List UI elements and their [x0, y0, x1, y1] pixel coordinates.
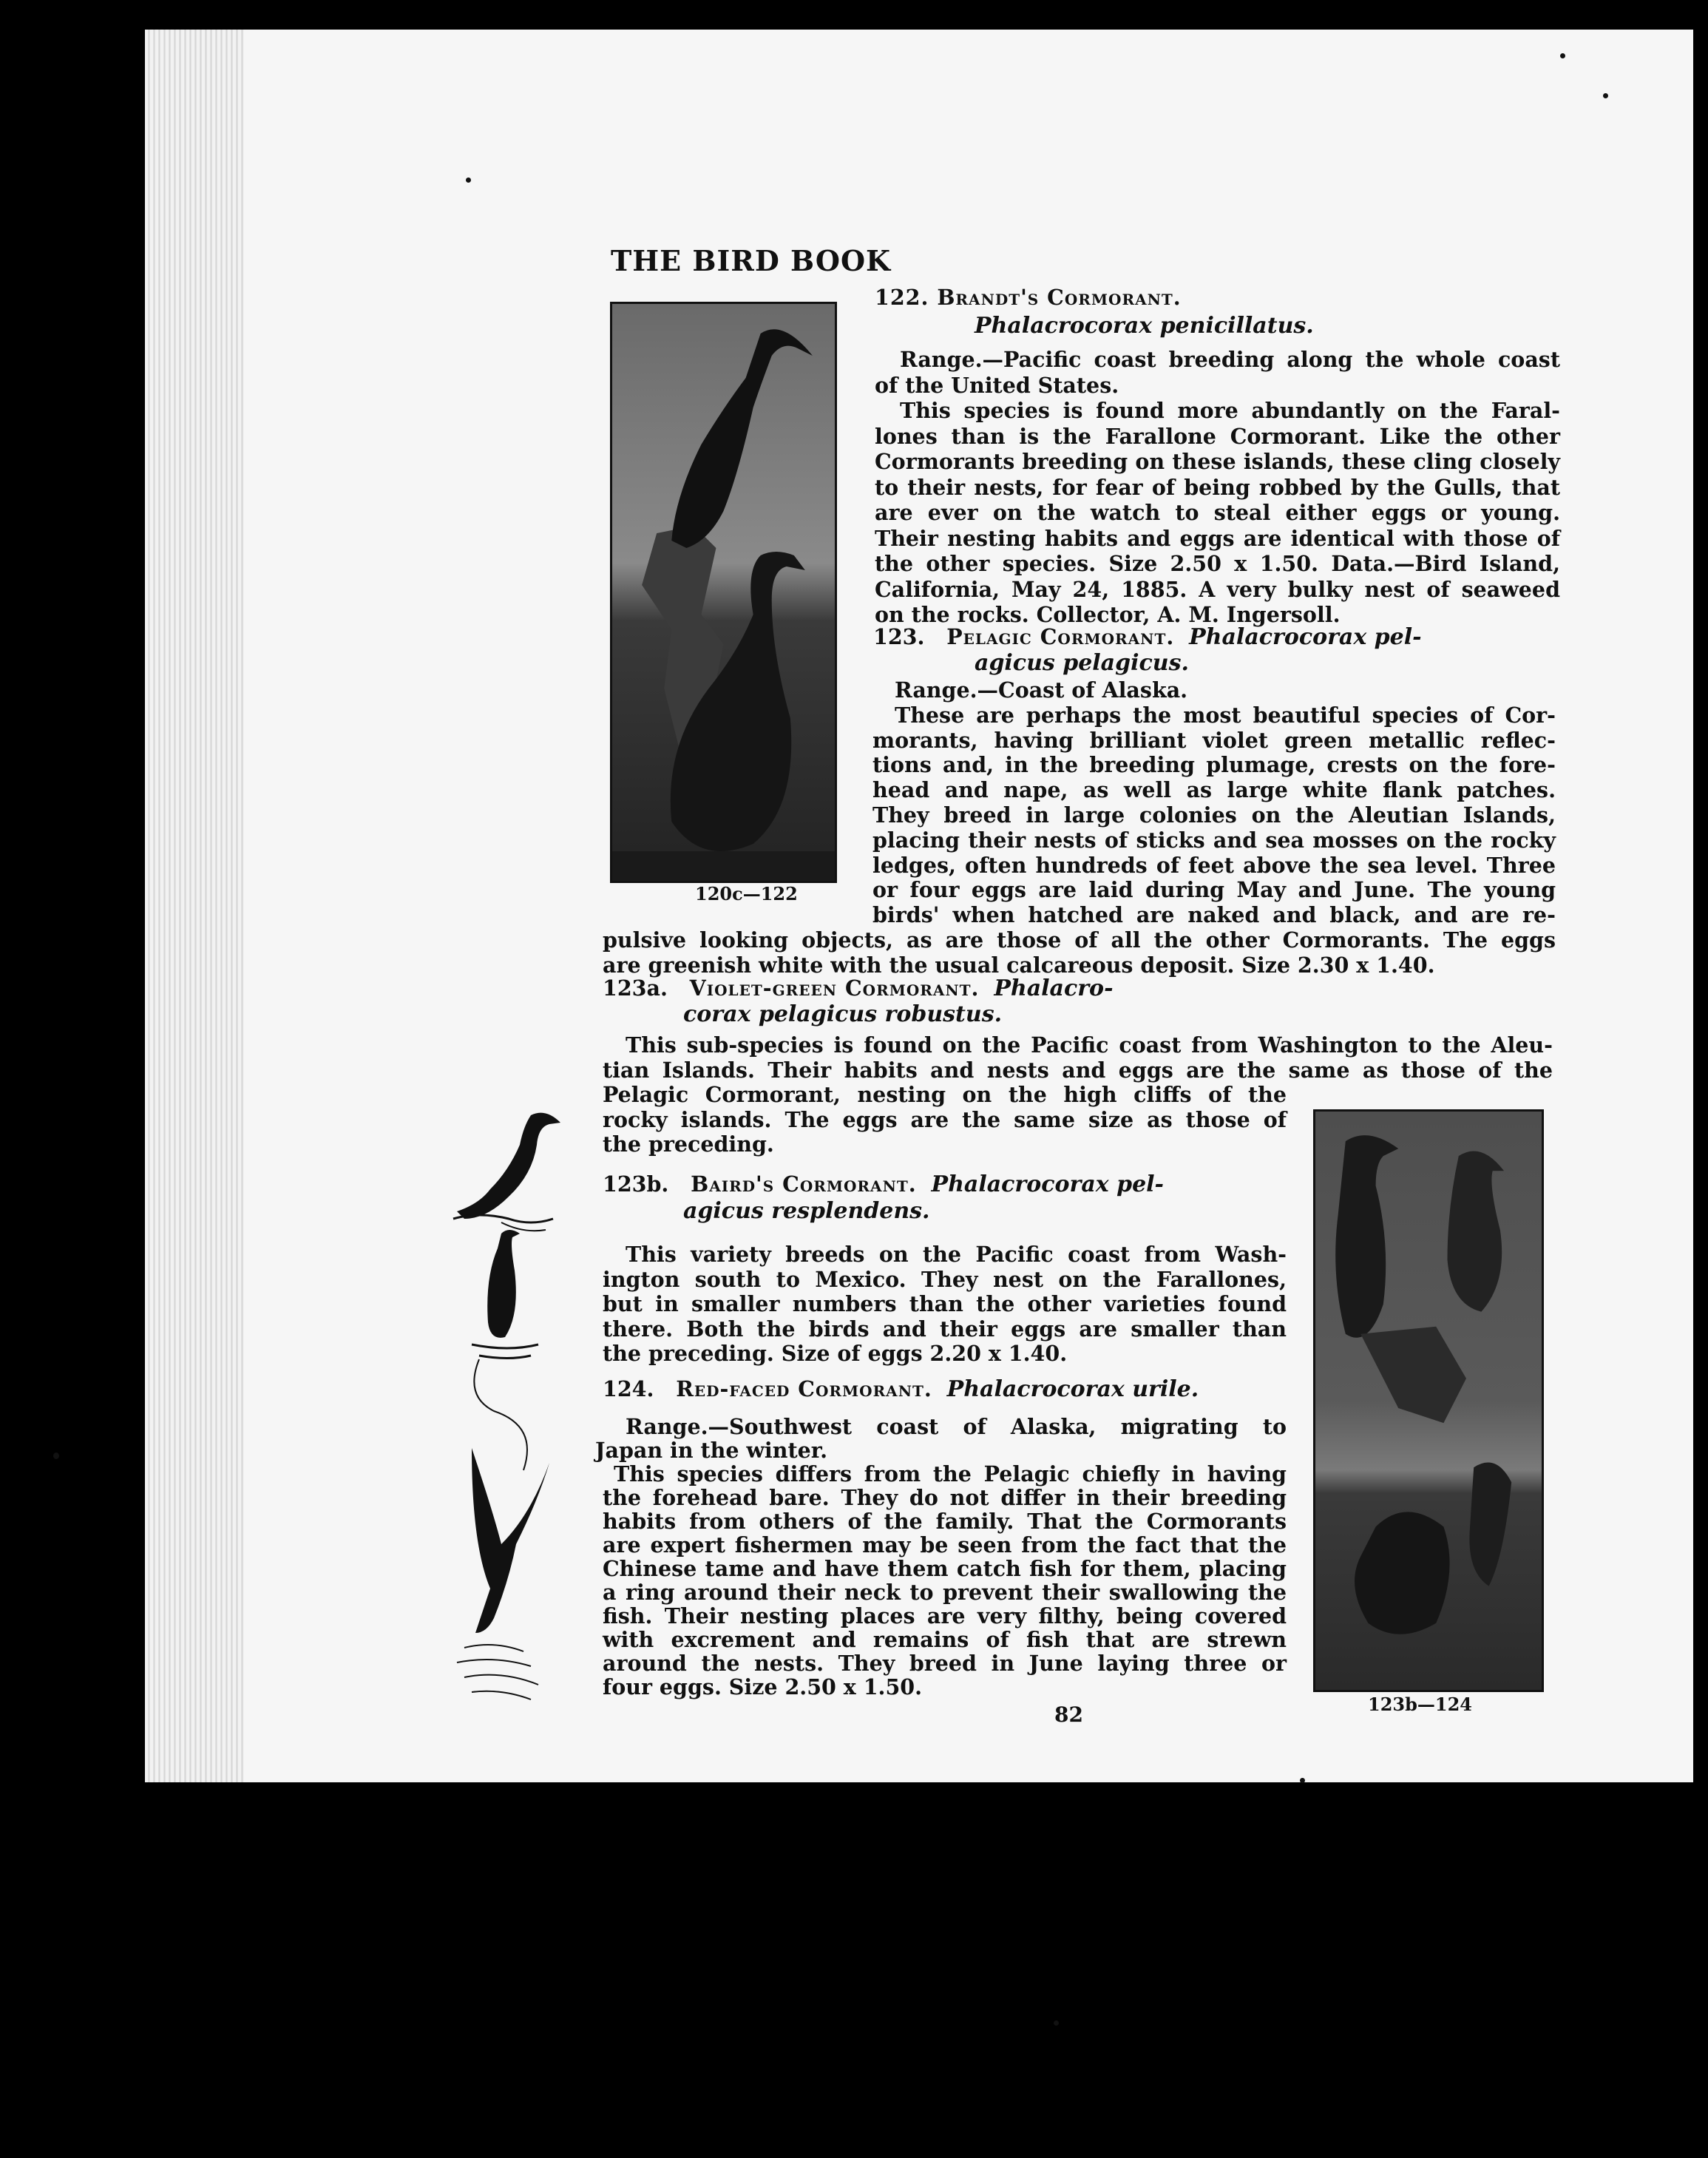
plate-bairds-red-faced-cormorant	[1313, 1109, 1544, 1692]
latin-name: Phalacrocorax pel-	[1189, 624, 1422, 650]
entry-123-latin: agicus pelagicus.	[975, 650, 1189, 676]
body-text-line: Japan in the winter.	[595, 1438, 828, 1463]
body-text-line: are greenish white with the usual calcareous deposit. Size 2.30 x 1.40.	[603, 952, 1435, 978]
plate-caption-right: 123b—124	[1368, 1694, 1472, 1715]
body-text-line: This species is found more abundantly on the Faral-	[900, 398, 1560, 423]
body-text-line: to their nests, for fear of being robbed by the Gulls, that	[875, 474, 1560, 500]
body-text-line: Cormorants breeding on these islands, these cling closely	[875, 449, 1560, 474]
body-text-line: This sub-species is found on the Pacific coast from Washington to the Aleu-	[626, 1032, 1553, 1058]
entry-123-heading	[873, 625, 1422, 649]
body-text-line: placing their nests of sticks and sea mosses on the rocky	[872, 827, 1556, 853]
speck	[1603, 93, 1608, 98]
body-text-line: This variety breeds on the Pacific coast from Wash-	[626, 1242, 1287, 1267]
body-text-line: morants, having brilliant violet green metallic reflec-	[872, 727, 1556, 753]
body-text-line: the preceding.	[603, 1132, 774, 1157]
heading-number: 124.	[603, 1376, 654, 1401]
body-text-line: They breed in large colonies on the Aleutian Islands,	[872, 802, 1556, 828]
plate-brandts-cormorant	[610, 302, 837, 883]
heading-text: 122. Brandt's Cormorant.	[875, 285, 1182, 310]
body-text-line: tions and, in the breeding plumage, crests on the fore-	[872, 752, 1556, 778]
body-text-line: Pelagic Cormorant, nesting on the high cliffs of the	[603, 1082, 1287, 1107]
margin-cormorant-vignettes	[450, 1100, 568, 1736]
body-text-line: pulsive looking objects, as are those of all the other Cormorants. The eggs	[603, 927, 1556, 953]
body-text-line: with excrement and remains of fish that are strewn	[603, 1627, 1287, 1652]
speck	[1560, 53, 1565, 58]
body-text-line: a ring around their neck to prevent their swallowing the	[603, 1580, 1287, 1605]
latin-name: Phalacrocorax pel-	[931, 1171, 1165, 1197]
heading-text: Baird's Cormorant.	[691, 1171, 917, 1197]
body-text-line: Their nesting habits and eggs are identical with those of	[875, 525, 1560, 551]
entry-123a-latin: corax pelagicus robustus.	[683, 1001, 1003, 1027]
entry-123a-heading	[603, 976, 1114, 1001]
body-text-line: California, May 24, 1885. A very bulky nest of seaweed	[875, 576, 1560, 602]
body-text-line: on the rocks. Collector, A. M. Ingersoll.	[875, 602, 1341, 627]
body-text-line: head and nape, as well as large white flank patches.	[872, 777, 1556, 803]
body-text-line: Chinese tame and have them catch fish for them, placing	[603, 1556, 1287, 1581]
entry-123b-latin: agicus resplendens.	[683, 1198, 930, 1224]
cormorant-plate-image	[1315, 1112, 1542, 1690]
cormorant-plate-image	[612, 304, 835, 881]
body-text-line: habits from others of the family. That the Cormorants	[603, 1509, 1287, 1534]
running-head: THE BIRD BOOK	[611, 244, 892, 277]
body-text-line: four eggs. Size 2.50 x 1.50.	[603, 1674, 923, 1699]
cormorant-vignette-image	[450, 1100, 568, 1736]
body-text-line: the preceding. Size of eggs 2.20 x 1.40.	[603, 1341, 1068, 1366]
body-text-line: or four eggs are laid during May and June. The young	[872, 877, 1556, 903]
plate-caption-left: 120c—122	[695, 883, 798, 904]
body-text-line: birds' when hatched are naked and black, and are re-	[872, 902, 1556, 928]
speck	[1300, 1778, 1305, 1783]
entry-122-heading	[875, 285, 1182, 310]
body-text-line: around the nests. They breed in June laying three or	[603, 1651, 1287, 1676]
body-text-line: rocky islands. The eggs are the same size as those of	[603, 1106, 1287, 1132]
body-text-line: of the United States.	[875, 372, 1119, 398]
heading-text: Pelagic Cormorant.	[946, 624, 1175, 649]
speck	[53, 1452, 59, 1459]
body-text-line: Range.—Coast of Alaska.	[895, 677, 1188, 703]
body-text-line: there. Both the birds and their eggs are smaller than	[603, 1316, 1287, 1342]
body-text-line: are ever on the watch to steal either eggs or young.	[875, 500, 1560, 525]
latin-name: Phalacro-	[994, 975, 1114, 1001]
body-text-line: ington south to Mexico. They nest on the Farallones,	[603, 1266, 1287, 1292]
entry-122-latin: Phalacrocorax penicillatus.	[975, 313, 1314, 339]
body-text-line: lones than is the Farallone Cormorant. Like the other	[875, 423, 1560, 449]
heading-text: Violet-green Cormorant.	[689, 975, 980, 1001]
body-text-line: are expert fishermen may be seen from the fact that the	[603, 1532, 1287, 1557]
heading-text: Red-faced Cormorant.	[676, 1376, 932, 1401]
body-text-line: the forehead bare. They do not differ in their breeding	[603, 1485, 1287, 1510]
body-text-line: Range.—Southwest coast of Alaska, migrating to	[626, 1414, 1287, 1439]
body-text-line: the other species. Size 2.50 x 1.50. Data.—Bird Island,	[875, 551, 1560, 576]
heading-number: 123b.	[603, 1171, 669, 1197]
entry-123b-heading	[603, 1172, 1164, 1197]
body-text-line: but in smaller numbers than the other varieties found	[603, 1291, 1287, 1316]
body-text-line: fish. Their nesting places are very filthy, being covered	[603, 1603, 1287, 1628]
body-text-line: This species differs from the Pelagic chiefly in having	[614, 1461, 1287, 1486]
body-text-line: tian Islands. Their habits and nests and eggs are the same as those of the	[603, 1057, 1553, 1083]
heading-number: 123.	[873, 624, 925, 649]
body-text-line: Range.—Pacific coast breeding along the whole coast	[900, 347, 1560, 372]
body-text-line: These are perhaps the most beautiful species of Cor-	[895, 702, 1556, 728]
entry-124-heading	[603, 1377, 1199, 1401]
speck	[466, 177, 471, 183]
heading-number: 123a.	[603, 975, 668, 1001]
latin-name: Phalacrocorax urile.	[946, 1376, 1199, 1402]
speck	[1054, 2020, 1059, 2026]
body-text-line: ledges, often hundreds of feet above the sea level. Three	[872, 852, 1556, 878]
page-number: 82	[1054, 1702, 1083, 1727]
